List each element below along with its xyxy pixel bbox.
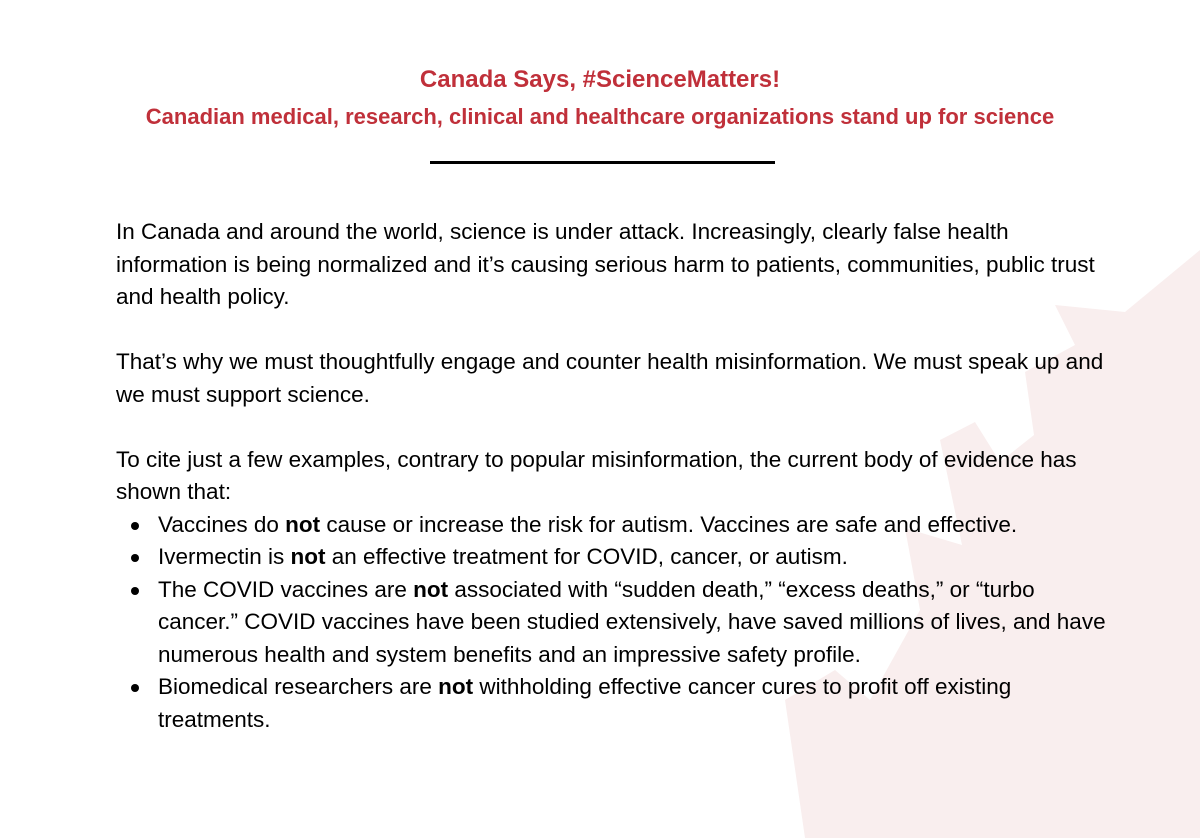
bullet-text-after: cause or increase the risk for autism. Vaccines are safe and effective. [320, 511, 1018, 537]
bullet-item-covid-vaccines [116, 574, 1106, 672]
bullet-emphasis: not [290, 544, 326, 569]
bullet-emphasis: not [285, 511, 321, 537]
bullet-text-before: Ivermectin is [158, 544, 291, 569]
evidence-bullet-list [116, 509, 1106, 737]
title-divider [430, 161, 775, 164]
bullet-text-before: Biomedical researchers are [158, 674, 439, 699]
paragraph-intro: In Canada and around the world, science is under attack. Increasingly, clearly false health information is being normalized and it’s causing serious harm to patients, communities, public trust and health policy. [116, 219, 1095, 309]
paragraph-call-to-action: That’s why we must thoughtfully engage and counter health misinformation. We must speak up and we must support science. [116, 349, 1104, 407]
bullet-text-after: an effective treatment for COVID, cancer, or autism. [325, 544, 848, 569]
bullet-item-vaccines-autism [116, 509, 1106, 542]
page-subtitle: Canadian medical, research, clinical and healthcare organizations stand up for science [145, 104, 1055, 129]
bullet-dot-icon [131, 522, 139, 530]
paragraph-examples-lead: To cite just a few examples, contrary to popular misinformation, the current body of evidence has shown that: [116, 446, 1077, 504]
bullet-text-before: The COVID vaccines are [158, 576, 414, 602]
bullet-text-after: associated with “sudden death,” “excess deaths,” or “turbo cancer.” COVID vaccines have been studied extensively, have saved millions of lives, and have numerous health and system benefits and an impressive safety profile. [158, 576, 1106, 667]
bullet-dot-icon [131, 587, 139, 595]
bullet-emphasis: not [438, 674, 474, 699]
page-title: Canada Says, #ScienceMatters! [419, 66, 781, 93]
bullet-item-cancer-cures [116, 671, 1106, 736]
bullet-text-before: Vaccines do [158, 511, 286, 537]
bullet-text-after: withholding effective cancer cures to profit off existing treatments. [158, 674, 1012, 732]
bullet-dot-icon [131, 684, 139, 692]
bullet-item-ivermectin [116, 541, 1106, 574]
bullet-emphasis: not [413, 576, 449, 602]
document-body [116, 216, 1106, 736]
bullet-dot-icon [131, 554, 139, 562]
